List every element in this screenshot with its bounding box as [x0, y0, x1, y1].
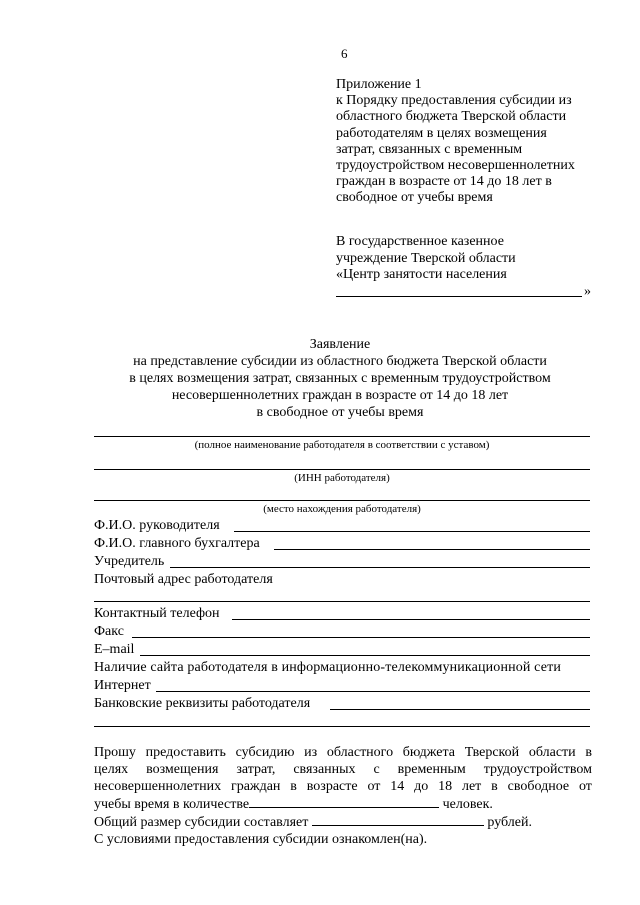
annex-line: свободное от учебы время [336, 190, 493, 206]
word: от [367, 779, 381, 794]
annex-header [336, 77, 626, 207]
quantity-prefix: учебы время в количестве [94, 797, 250, 812]
total-amount-field[interactable] [312, 813, 484, 826]
phone-label: Контактный телефон [94, 606, 220, 621]
inn-caption: (ИНН работодателя) [294, 472, 390, 484]
location-caption: (место нахождения работодателя) [263, 503, 421, 515]
website-label-line2: Интернет [94, 678, 151, 693]
addressee-line: учреждение Тверской области [336, 250, 516, 266]
word: областного [326, 745, 394, 760]
word: в [290, 779, 297, 794]
word: области [528, 745, 576, 760]
request-line-2 [94, 761, 592, 778]
request-paragraph [94, 744, 592, 848]
request-line-3 [94, 778, 592, 795]
word: связанных [293, 762, 356, 777]
annex-line: к Порядку предоставления субсидии из [336, 93, 572, 109]
annex-line: работодателям в целях возмещения [336, 125, 547, 141]
word: бюджета [402, 745, 455, 760]
employer-name-caption: (полное наименование работодателя в соответствии с уставом) [194, 439, 490, 451]
employer-name-line[interactable] [94, 436, 590, 437]
acknowledgement: С условиями предоставления субсидии ознакомлен(на). [94, 832, 428, 847]
word: из [304, 745, 318, 760]
website-field[interactable] [156, 691, 590, 692]
website-label-line1: Наличие сайта работодателя в информационно-телекоммуникационной сети [94, 660, 561, 675]
director-label: Ф.И.О. руководителя [94, 518, 220, 533]
word: предоставить [145, 745, 226, 760]
word: до [414, 779, 429, 794]
page-number: 6 [341, 46, 348, 61]
annex-line: Приложение 1 [336, 77, 422, 92]
title-line: на представление субсидии из областного бюджета Тверской области [133, 354, 547, 369]
quantity-suffix: человек. [442, 797, 493, 812]
inn-line[interactable] [94, 469, 590, 470]
fax-label: Факс [94, 624, 124, 639]
title-heading: Заявление [309, 337, 371, 352]
bank-label: Банковские реквизиты работодателя [94, 696, 311, 711]
word: Тверской [464, 745, 520, 760]
total-suffix: рублей. [487, 815, 532, 830]
word: в [585, 745, 592, 760]
title-line: в целях возмещения затрат, связанных с временным трудоустройством [129, 371, 551, 386]
word: граждан [230, 779, 281, 794]
addressee-blank-line[interactable] [336, 284, 626, 302]
word: целях [94, 762, 129, 777]
annex-line: затрат, связанных с временным [336, 141, 523, 157]
addressee-line: В государственное казенное [336, 234, 504, 249]
annex-line: областного бюджета Тверской области [336, 109, 567, 125]
closing-quote: » [584, 283, 591, 299]
word: лет [461, 779, 482, 794]
total-prefix: Общий размер субсидии составляет [94, 815, 309, 830]
word: с [373, 762, 380, 777]
fax-field[interactable] [132, 637, 590, 638]
word: несовершеннолетних [94, 779, 222, 794]
word: трудоустройством [483, 762, 592, 777]
word: Прошу [94, 745, 136, 760]
bank-field-extra[interactable] [94, 726, 590, 727]
addressee-block [336, 234, 626, 302]
quantity-field[interactable] [249, 795, 439, 808]
founder-label: Учредитель [94, 554, 165, 569]
word: временным [397, 762, 466, 777]
request-line-4 [94, 795, 592, 813]
word: 18 [438, 779, 453, 794]
postal-address-label: Почтовый адрес работодателя [94, 572, 273, 587]
location-line[interactable] [94, 500, 590, 501]
word: возмещения [146, 762, 219, 777]
email-field[interactable] [140, 655, 590, 656]
accountant-label: Ф.И.О. главного бухгалтера [94, 536, 260, 551]
word: в [491, 779, 498, 794]
addressee-underline[interactable] [336, 296, 582, 297]
word: 14 [390, 779, 405, 794]
word: свободное [507, 779, 570, 794]
title-line: в свободное от учебы время [256, 405, 424, 420]
postal-address-field[interactable] [94, 601, 590, 602]
accountant-field[interactable] [274, 549, 590, 550]
addressee-line: «Центр занятости населения [336, 267, 507, 282]
application-title [90, 336, 590, 421]
word: от [578, 779, 592, 794]
word: субсидию [235, 745, 295, 760]
word: затрат, [236, 762, 276, 777]
total-line [94, 813, 592, 831]
email-label: E–mail [94, 642, 135, 657]
phone-field[interactable] [232, 619, 590, 620]
annex-line: трудоустройством несовершеннолетних [336, 158, 575, 174]
director-field[interactable] [234, 531, 590, 532]
word: возрасте [306, 779, 358, 794]
request-line-1 [94, 744, 592, 761]
title-line: несовершеннолетних граждан в возрасте от 14 до 18 лет [171, 388, 509, 403]
founder-field[interactable] [170, 567, 590, 568]
bank-field[interactable] [330, 709, 590, 710]
annex-line: граждан в возрасте от 14 до 18 лет в [336, 174, 552, 190]
